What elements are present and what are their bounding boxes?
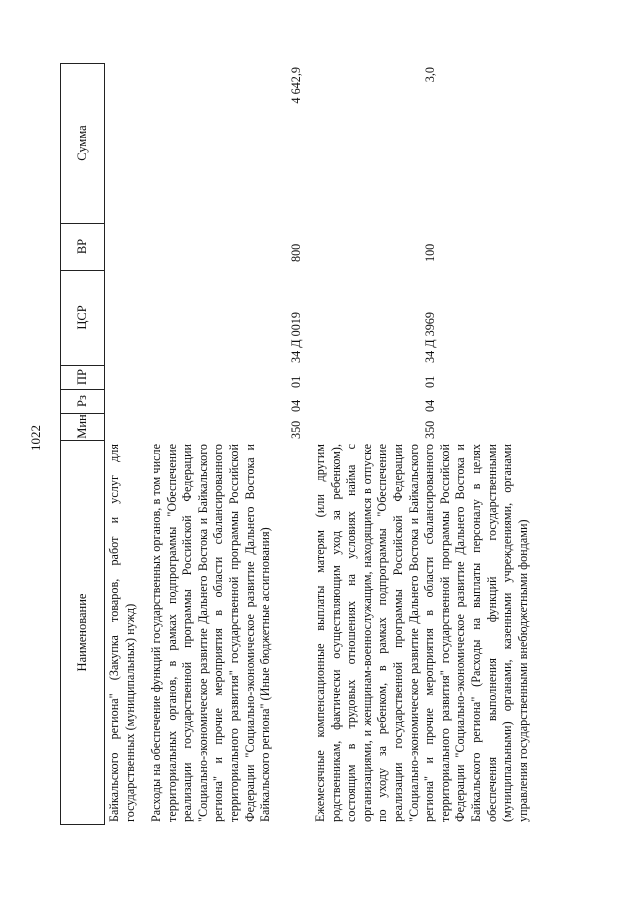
row-rz: 04 — [289, 399, 303, 412]
header-pr: ПР — [61, 365, 104, 390]
header-sum: Сумма — [61, 63, 104, 224]
row-csr: 34 Д 3969 — [423, 312, 437, 363]
header-vr: ВР — [61, 223, 104, 271]
row-vr: 100 — [423, 243, 437, 262]
row-vr: 800 — [289, 243, 303, 262]
row-min: 350 — [289, 420, 303, 439]
row-min: 350 — [423, 420, 437, 439]
row-name: Байкальского региона" (Закупка товаров, работ и услуг для государственных (муниципальных) нужд) — [107, 444, 137, 822]
row-sum: 4 642,9 — [289, 67, 303, 104]
table-header — [60, 63, 105, 825]
row-pr: 01 — [289, 375, 303, 388]
row-name: Ежемесячные компенсационные выплаты матерям (или другим родственникам, фактически осуществляющим уход за ребенком), состоящим в трудовых отношениях на условиях найма с организациями, и женщинам-военнослужащим, находящимся в отпуске по уходу за ребенком, в рамках подпрограммы "Обеспечение реализации государственной программы Российской Федерации "Социально-экономическое развитие Дальнего Востока и Байкальского региона" и прочие мероприятия в области сбалансированного территориального развития" государственной программы Российской Федерации "Социально-экономическое развитие Дальнего Востока и Байкальского региона" (Расходы на выплаты персоналу в целях обеспечения выполнения функций государственными (муниципальными) органами, казенными учреждениями, органами управления государственными внебюджетными фондами) — [313, 444, 530, 822]
row-name: Расходы на обеспечение функций государственных органов, в том числе территориальных органов, в рамках подпрограммы "Обеспечение реализации государственной программы Российской Федерации "Социально-экономическое развитие Дальнего Востока и Байкальского региона" и прочие мероприятия в области сбалансированного территориального развития" государственной программы Российской Федерации "Социально-экономическое развитие Дальнего Востока и Байкальского региона" (Иные бюджетные ассигнования) — [149, 444, 273, 822]
row-csr: 34 Д 0019 — [289, 312, 303, 363]
row-pr: 01 — [423, 375, 437, 388]
page-number: 1022 — [28, 425, 43, 451]
header-min: Мин — [61, 413, 104, 441]
row-rz: 04 — [423, 399, 437, 412]
header-name: Наименование — [75, 593, 89, 672]
header-rz: Рз — [61, 389, 104, 414]
header-csr: ЦСР — [61, 270, 104, 366]
row-sum: 3,0 — [423, 67, 437, 83]
